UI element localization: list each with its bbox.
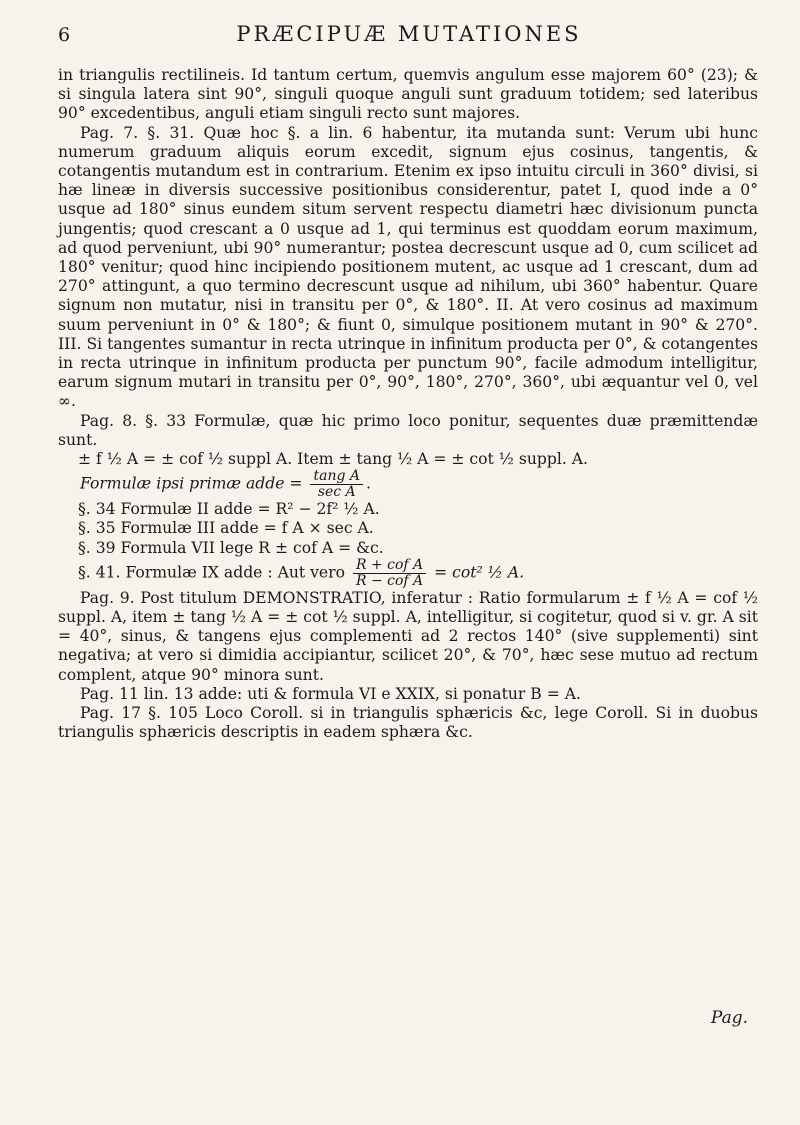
formula-line-34: §. 34 Formulæ II adde = R² − 2f² ½ A. xyxy=(78,500,380,519)
paragraph-intro: in triangulis rectilineis. Id tantum certum, quemvis angulum esse majorem 60° (23); & si singula latera sint 90°, singuli quoque anguli sunt graduum totidem; sed lateribus 90° excedentibus, anguli etiam singuli recto sunt majores. xyxy=(58,66,758,123)
body-text xyxy=(58,66,758,743)
paragraph-pag9: Pag. 9. Post titulum DEMONSTRATIO, inferatur : Ratio formularum ± f ½ A = cof ½ suppl. A, item ± tang ½ A = ± cot ½ suppl. A, intelligitur, si cogitetur, quod si v. gr. A sit = 40°, sinus, & tangens ejus complementi ad 2 rectos 140° (sive supplementi) sint negativa; at vero si dimidia accipiantur, scilicet 20°, & 70°, hæc sese mutuo ad rectum complent, atque 90° minora sunt. xyxy=(58,588,758,684)
fraction-formula-ix xyxy=(353,558,426,589)
fraction-tang-sec xyxy=(310,469,363,500)
catchword: Pag. xyxy=(710,1008,748,1028)
formula-line-first: Formulæ ipsi primæ adde = $\frac{\text{tang A}}{\text{sec A}}$ . xyxy=(80,468,371,501)
formula-line-39: §. 39 Formula VII lege R ± cof A = &c. xyxy=(78,538,384,557)
formula-line-half-angle: ± f ½ A = ± cof ½ suppl A. Item ± tang ½ A = ± cot ½ suppl. A. xyxy=(78,450,588,469)
page-header xyxy=(58,22,760,62)
fraction-numerator: R + cof A xyxy=(353,558,426,574)
paragraph-pag8: Pag. 8. §. 33 Formulæ, quæ hic primo loco ponitur, sequentes duæ præmittendæ sunt. xyxy=(58,411,758,449)
formula-first-label: Formulæ ipsi primæ adde = xyxy=(80,474,303,493)
page-number: 6 xyxy=(58,24,71,46)
paragraph-pag7: Pag. 7. §. 31. Quæ hoc §. a lin. 6 habentur, ita mutanda sunt: Verum ubi hunc numerum graduum aliquis eorum excedit, signum ejus cosinus, tangentis, & cotangentis mutandum est in contrarium. Etenim ex ipso intuitu circuli in 360° divisi, si hæ lineæ in diversis successive positionibus considerentur, patet I, quod inde a 0° usque ad 180° sinus eundem situm servent respectu diametri hæc divisionum puncta jungentis; quod crescant a 0 usque ad 1, qui terminus est quoddam eorum maximum, ad quod perveniunt, ubi 90° numerantur; postea decrescunt usque ad 0, cum scilicet ad 180° venitur; quod hinc incipiendo positionem mutent, ac usque ad 1 crescant, dum ad 270° attingunt, a quo termino decrescunt usque ad nihilum, ubi 360° habentur. Quare signum non mutatur, nisi in transitu per 0°, & 180°. II. At vero cosinus ad maximum suum perveniunt in 0° & 180°; & fiunt 0, simulque positionem mutant in 90° & 270°. III. Si tangentes sumantur in recta utrinque in infinitum producta per 0°, & cotangentes in recta utrinque in infinitum producta per punctum 90°, facile admodum intelligitur, earum signum mutari in transitu per 0°, 90°, 180°, 270°, 360°, ubi æquantur vel 0, vel ∞. xyxy=(58,123,758,411)
running-title: PRÆCIPUÆ MUTATIONES xyxy=(236,22,582,46)
formula-line-35: §. 35 Formulæ III adde = f A × sec A. xyxy=(78,519,374,538)
fraction-denominator: sec A xyxy=(317,484,356,501)
formula-41-label: §. 41. Formulæ IX adde : Aut vero xyxy=(78,563,345,582)
formula-41-result: = cot² ½ A. xyxy=(434,563,525,582)
fraction-denominator: R − cof A xyxy=(355,572,424,589)
paragraph-pag11: Pag. 11 lin. 13 adde: uti & formula VI e XXIX, si ponatur B = A. xyxy=(80,684,581,703)
paragraph-pag17: Pag. 17 §. 105 Loco Coroll. si in triangulis sphæricis &c, lege Coroll. Si in duobus triangulis sphæricis descriptis in eadem sphæra &c. xyxy=(58,704,758,742)
formula-line-41 xyxy=(58,558,758,589)
fraction-numerator: tang A xyxy=(310,469,363,485)
